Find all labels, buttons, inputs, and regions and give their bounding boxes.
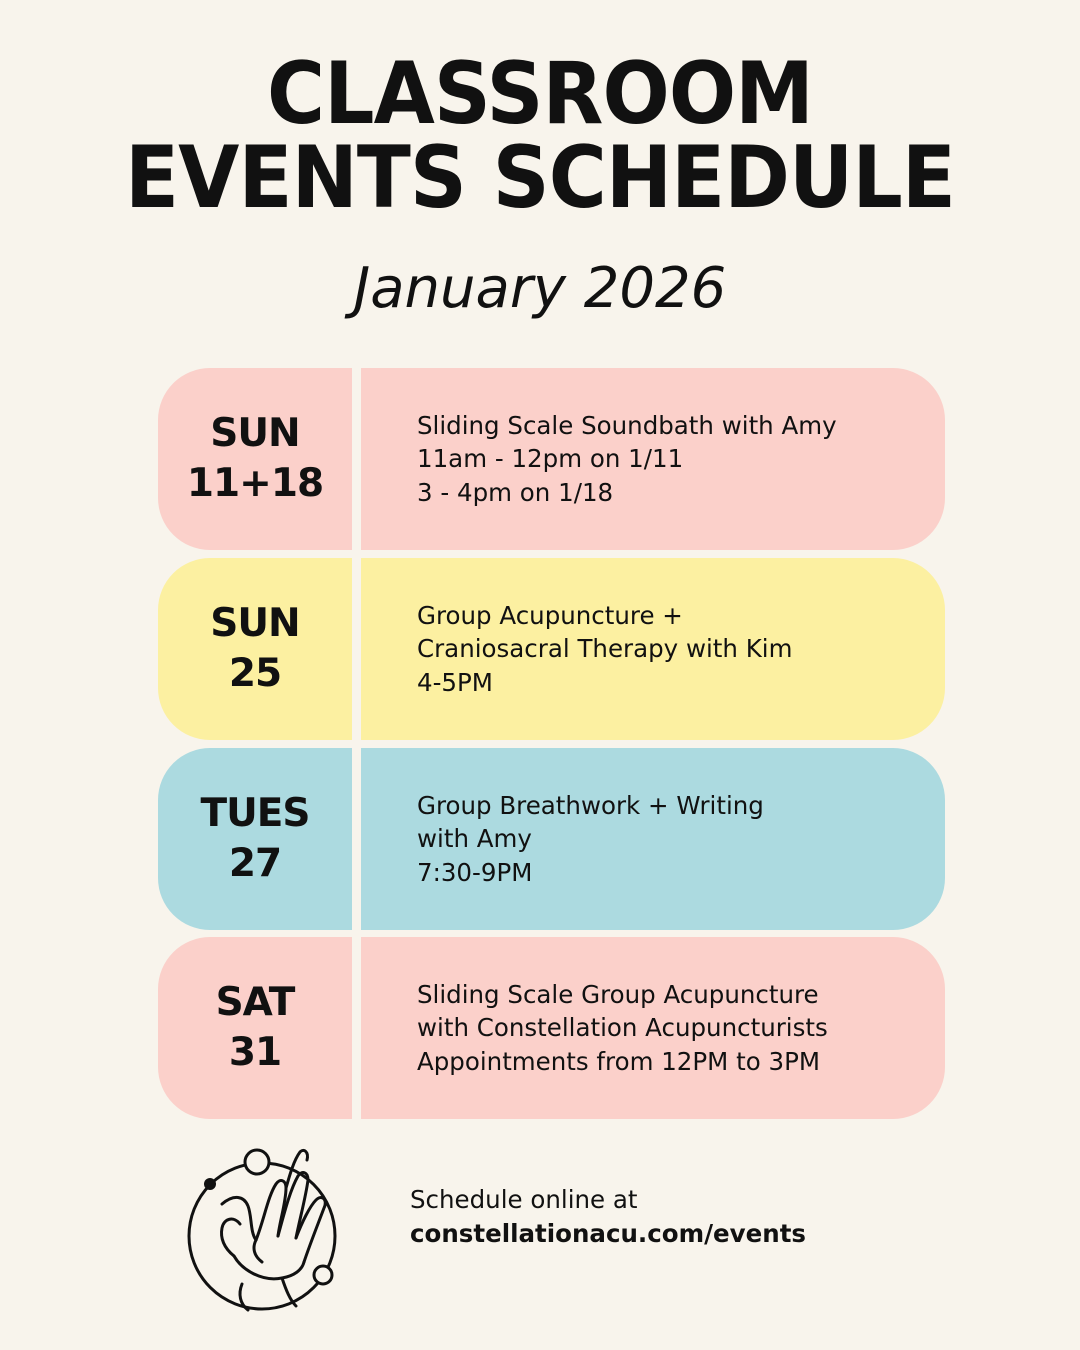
event-day: SUN: [210, 601, 300, 646]
event-detail-line: with Constellation Acupuncturists: [417, 1013, 828, 1043]
event-detail-line: 3 - 4pm on 1/18: [417, 477, 614, 507]
event-date: 25: [228, 651, 282, 696]
event-detail-line: 7:30-9PM: [417, 857, 533, 887]
events-link[interactable]: constellationacu.com/events: [410, 1219, 806, 1248]
event-date: 11+18: [186, 461, 324, 506]
event-detail-line: 4-5PM: [417, 667, 493, 697]
event-detail-line: 11am - 12pm on 1/11: [417, 444, 684, 474]
event-date: 27: [228, 841, 282, 886]
event-details-box: [361, 748, 945, 930]
event-detail-line: Appointments from 12PM to 3PM: [417, 1046, 820, 1076]
page-title: [43, 44, 1037, 228]
event-day: TUES: [200, 791, 310, 836]
event-detail-line: with Amy: [417, 824, 532, 854]
title-line-1: CLASSROOM: [266, 44, 814, 144]
event-title: Group Breathwork + Writing: [417, 790, 764, 820]
event-date-box: [158, 558, 352, 740]
event-row-sun-11-18: [158, 368, 945, 550]
event-date-box: [158, 368, 352, 550]
event-date: 31: [228, 1030, 282, 1075]
event-title: Sliding Scale Group Acupuncture: [417, 979, 819, 1009]
event-row-sat-31: [158, 937, 945, 1119]
footer-text: [410, 1183, 806, 1251]
event-row-tues-27: [158, 748, 945, 930]
event-title: Sliding Scale Soundbath with Amy: [417, 410, 837, 440]
event-details-box: [361, 937, 945, 1119]
event-details-box: [361, 558, 945, 740]
hand-constellation-logo-icon: [182, 1144, 342, 1314]
event-detail-line: Craniosacral Therapy with Kim: [417, 634, 793, 664]
event-row-sun-25: [158, 558, 945, 740]
event-date-box: [158, 748, 352, 930]
month-subtitle: January 2026: [353, 256, 727, 321]
event-day: SAT: [215, 980, 295, 1025]
event-details-box: [361, 368, 945, 550]
event-title: Group Acupuncture +: [417, 600, 683, 630]
event-date-box: [158, 937, 352, 1119]
event-day: SUN: [210, 411, 300, 456]
title-line-2: EVENTS SCHEDULE: [125, 128, 955, 228]
footer-intro-text: Schedule online at: [410, 1185, 638, 1214]
